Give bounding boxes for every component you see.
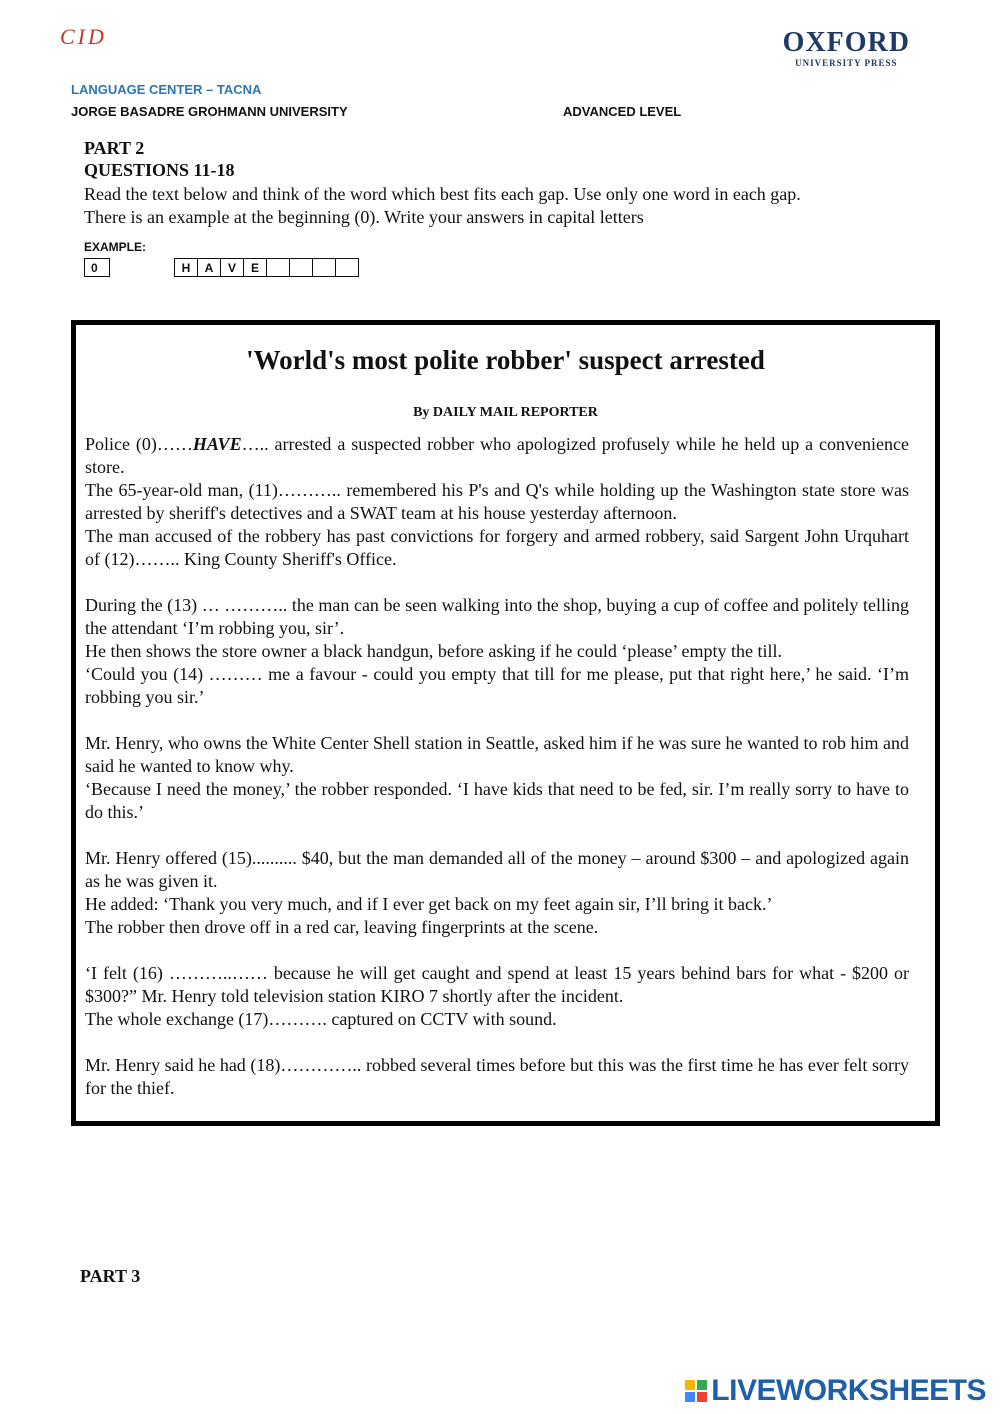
text-line (85, 433, 909, 479)
example-letter-box (266, 258, 290, 277)
questions-range: QUESTIONS 11-18 (84, 160, 235, 180)
text-line: The whole exchange (17)………. captured on CCTV with sound. (85, 1009, 557, 1029)
liveworksheets-logo (684, 1374, 986, 1408)
instruction-line-2: There is an example at the beginning (0). Write your answers in capital letters (84, 207, 644, 227)
cid-logo: CID (60, 24, 107, 49)
instructions (84, 183, 914, 229)
text-segment: Police (0)…… (85, 434, 193, 454)
article-byline: By DAILY MAIL REPORTER (413, 405, 598, 420)
text-line: Mr. Henry offered (15).......... $40, but the man demanded all of the money – around $300 – and apologized again as he was given it. (85, 848, 909, 891)
language-center: LANGUAGE CENTER – TACNA (71, 82, 262, 97)
part2-title: PART 2 (84, 138, 145, 158)
example-letter-box: A (197, 258, 221, 277)
paragraph-5 (85, 962, 909, 1031)
liveworksheets-icon (684, 1378, 708, 1404)
text-line: The robber then drove off in a red car, leaving fingerprints at the scene. (85, 917, 599, 937)
paragraph-4 (85, 847, 909, 939)
example-letter-box (335, 258, 359, 277)
university-name: JORGE BASADRE GROHMANN UNIVERSITY (71, 104, 348, 119)
example-letter-box (289, 258, 313, 277)
text-line: During the (13) … ……….. the man can be seen walking into the shop, buying a cup of coffee and politely telling the attendant ‘I’m robbing you, sir’. (85, 595, 909, 638)
text-line: The 65-year-old man, (11)……….. remembered his P's and Q's while holding up the Washington state store was arrested by sheriff's detectives and a SWAT team at his house yesterday afternoon. (85, 480, 909, 523)
example-answer: HAVE (192, 434, 242, 454)
publisher-main: OXFORD (782, 27, 910, 58)
publisher-sub: UNIVERSITY PRESS (795, 58, 898, 68)
example-letter-box: E (243, 258, 267, 277)
text-line: Mr. Henry said he had (18)………….. robbed several times before but this was the first time he has ever felt sorry for the thief. (85, 1055, 909, 1098)
article-box (71, 320, 940, 1126)
text-segment: ….. arrested a suspected robber who apologized profusely while he held up a convenience store. (85, 434, 910, 477)
oxford-logo (783, 28, 910, 68)
text-line: ‘I felt (16) ………..…… because he will get caught and spend at least 15 years behind bars for what - $200 or $300?” Mr. Henry told television station KIRO 7 shortly after the incident. (85, 963, 909, 1006)
text-line: He then shows the store owner a black handgun, before asking if he could ‘please’ empty the till. (85, 641, 782, 661)
paragraph-2 (85, 594, 909, 709)
example-number-box: 0 (84, 258, 110, 277)
text-line: He added: ‘Thank you very much, and if I ever get back on my feet again sir, I’ll bring it back.’ (85, 894, 773, 914)
example-label: EXAMPLE: (84, 240, 147, 254)
paragraph-6 (85, 1054, 909, 1100)
paragraph-1 (85, 433, 909, 571)
text-line: ‘Could you (14) ……… me a favour - could you empty that till for me please, put that right here,’ he said. ‘I’m robbing you sir.’ (85, 664, 909, 707)
part2-heading (84, 137, 235, 181)
article-title: 'World's most polite robber' suspect arrested (246, 345, 765, 375)
paragraph-3 (85, 732, 909, 824)
level-label: ADVANCED LEVEL (563, 104, 682, 119)
text-line: The man accused of the robbery has past convictions for forgery and armed robbery, said Sargent John Urquhart of (12)…….. King County Sheriff's Office. (85, 526, 909, 569)
example-answer-boxes (174, 258, 359, 277)
example-letter-box: V (220, 258, 244, 277)
part3-heading: PART 3 (80, 1266, 141, 1286)
instruction-line-1: Read the text below and think of the word which best fits each gap. Use only one word in each gap. (84, 184, 801, 204)
example-letter-box (312, 258, 336, 277)
article-body (85, 433, 909, 1123)
text-line: ‘Because I need the money,’ the robber responded. ‘I have kids that need to be fed, sir. I’m really sorry to have to do this.’ (85, 779, 909, 822)
liveworksheets-brand: LIVEWORKSHEETS (711, 1374, 986, 1407)
text-line: Mr. Henry, who owns the White Center Shell station in Seattle, asked him if he was sure he wanted to rob him and said he wanted to know why. (85, 733, 909, 776)
example-letter-box: H (174, 258, 198, 277)
